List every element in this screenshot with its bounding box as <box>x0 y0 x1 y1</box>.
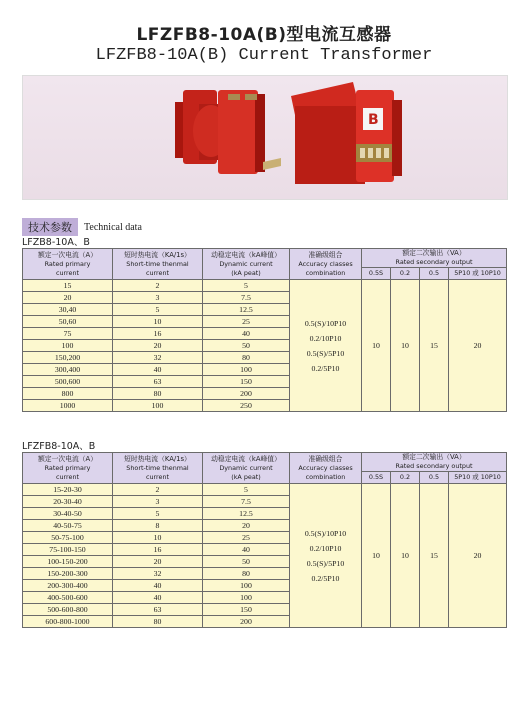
header-en: combination <box>305 472 346 481</box>
table-cell: 20 <box>23 292 113 304</box>
output-subheader: 0.5 <box>420 268 449 280</box>
table-cell: 80 <box>113 616 203 628</box>
column-header <box>203 453 290 484</box>
table-cell: 20 <box>203 520 290 532</box>
accuracy-cell <box>290 484 362 628</box>
header-en: Dynamic current <box>219 463 273 472</box>
header-en: Accuracy classes <box>298 259 353 268</box>
accuracy-class: 0.2/10P10 <box>309 333 342 343</box>
table-cell: 75-100-150 <box>23 544 113 556</box>
table-cell: 500,600 <box>23 376 113 388</box>
header-cn: 动稳定电流（kA峰值） <box>211 250 281 259</box>
table-cell: 25 <box>203 532 290 544</box>
output-value: 15 <box>420 484 449 628</box>
table-cell: 200 <box>203 388 290 400</box>
output-value: 20 <box>449 484 507 628</box>
header-en: current <box>55 472 80 481</box>
table-cell: 40 <box>113 580 203 592</box>
table-cell: 20-30-40 <box>23 496 113 508</box>
table-cell: 15-20-30 <box>23 484 113 496</box>
table-cell: 5 <box>113 508 203 520</box>
accuracy-class: 0.2/10P10 <box>309 543 342 553</box>
table-cell: 63 <box>113 376 203 388</box>
table-cell: 7.5 <box>203 496 290 508</box>
header-cn: 额定二次输出（VA） <box>402 249 466 258</box>
table-cell: 150 <box>203 604 290 616</box>
table-cell: 63 <box>113 604 203 616</box>
output-subheader: 5P10 或 10P10 <box>449 472 507 484</box>
output-subheader: 0.2 <box>391 472 420 484</box>
table-cell: 150-200-300 <box>23 568 113 580</box>
product-photo <box>22 75 508 200</box>
table-cell: 300,400 <box>23 364 113 376</box>
table-row <box>23 484 507 496</box>
output-header <box>362 249 507 268</box>
header-cn: 动稳定电流（kA峰值） <box>211 454 281 463</box>
photo-marking: B <box>368 112 379 128</box>
table-cell: 100 <box>203 580 290 592</box>
section-label-cn: 技术参数 <box>22 218 78 236</box>
table-cell: 1000 <box>23 400 113 412</box>
current-transformer-illustration <box>23 76 507 199</box>
output-value: 20 <box>449 280 507 412</box>
header-en: Rated primary <box>44 259 91 268</box>
table-cell: 200 <box>203 616 290 628</box>
output-value: 10 <box>362 484 391 628</box>
output-subheader: 0.5S <box>362 472 391 484</box>
header-en: current <box>145 472 170 481</box>
accuracy-cell <box>290 280 362 412</box>
header-en: Rated primary <box>44 463 91 472</box>
table-cell: 20 <box>113 556 203 568</box>
accuracy-class: 0.2/5P10 <box>311 573 340 583</box>
column-header <box>290 249 362 280</box>
output-value: 10 <box>391 484 420 628</box>
header-en: Short-time thenmal <box>126 463 189 472</box>
output-value: 10 <box>362 280 391 412</box>
header-en: Short-time thenmal <box>126 259 189 268</box>
table-cell: 600-800-1000 <box>23 616 113 628</box>
column-header <box>113 453 203 484</box>
header-en: current <box>55 268 80 277</box>
table-cell: 10 <box>113 316 203 328</box>
accuracy-class: 0.2/5P10 <box>311 363 340 373</box>
table-cell: 8 <box>113 520 203 532</box>
title-english: LFZFB8-10A(B) Current Transformer <box>95 46 433 65</box>
table-cell: 10 <box>113 532 203 544</box>
section-label-en: Technical data <box>84 221 142 233</box>
table-cell: 40 <box>203 544 290 556</box>
header-cn: 短时热电流（KA/1s） <box>124 250 191 259</box>
output-header <box>362 453 507 472</box>
table-cell: 100 <box>203 592 290 604</box>
table-cell: 500-600-800 <box>23 604 113 616</box>
table-cell: 25 <box>203 316 290 328</box>
table-cell: 40-50-75 <box>23 520 113 532</box>
output-subheader: 5P10 或 10P10 <box>449 268 507 280</box>
accuracy-class: 0.5(S)/10P10 <box>304 528 347 538</box>
accuracy-class: 0.5(S)/10P10 <box>304 318 347 328</box>
table-cell: 5 <box>203 484 290 496</box>
table-cell: 32 <box>113 568 203 580</box>
table-cell: 16 <box>113 544 203 556</box>
table-row <box>23 280 507 292</box>
model-label-1: LFZB8-10A、B <box>22 237 90 248</box>
table-cell: 200-300-400 <box>23 580 113 592</box>
table-cell: 250 <box>203 400 290 412</box>
table-cell: 12.5 <box>203 508 290 520</box>
table-cell: 7.5 <box>203 292 290 304</box>
table-cell: 100 <box>203 364 290 376</box>
table-cell: 50,60 <box>23 316 113 328</box>
table-cell: 20 <box>113 340 203 352</box>
header-cn: 准确级组合 <box>308 250 343 259</box>
table-cell: 80 <box>113 388 203 400</box>
accuracy-class: 0.5(S)/5P10 <box>306 558 345 568</box>
output-value: 10 <box>391 280 420 412</box>
table-cell: 12.5 <box>203 304 290 316</box>
table-cell: 3 <box>113 496 203 508</box>
table-cell: 40 <box>113 592 203 604</box>
header-en: Dynamic current <box>219 259 273 268</box>
table-cell: 400-500-600 <box>23 592 113 604</box>
header-en: (kA peat) <box>231 268 261 277</box>
header-cn: 额定一次电流（A） <box>37 454 98 463</box>
table-cell: 2 <box>113 280 203 292</box>
spec-table-1 <box>22 248 507 412</box>
header-cn: 额定一次电流（A） <box>37 250 98 259</box>
header-en: Rated secondary output <box>395 462 473 471</box>
table-cell: 5 <box>203 280 290 292</box>
table-cell: 800 <box>23 388 113 400</box>
header-en: Accuracy classes <box>298 463 353 472</box>
table-cell: 100-150-200 <box>23 556 113 568</box>
output-subheader: 0.5 <box>420 472 449 484</box>
table-cell: 5 <box>113 304 203 316</box>
table-cell: 40 <box>203 328 290 340</box>
table-cell: 150,200 <box>23 352 113 364</box>
output-subheader: 0.5S <box>362 268 391 280</box>
header-en: Rated secondary output <box>395 258 473 267</box>
title-chinese: LFZFB8-10A(B)型电流互感器 <box>136 25 392 45</box>
column-header <box>113 249 203 280</box>
table-cell: 2 <box>113 484 203 496</box>
table-cell: 100 <box>113 400 203 412</box>
table-cell: 15 <box>23 280 113 292</box>
model-label-2: LFZFB8-10A、B <box>22 441 96 452</box>
column-header <box>290 453 362 484</box>
header-en: combination <box>305 268 346 277</box>
table-cell: 100 <box>23 340 113 352</box>
table-cell: 32 <box>113 352 203 364</box>
header-en: (kA peat) <box>231 472 261 481</box>
table-cell: 50 <box>203 340 290 352</box>
column-header <box>203 249 290 280</box>
header-cn: 准确级组合 <box>308 454 343 463</box>
table-cell: 30-40-50 <box>23 508 113 520</box>
table-cell: 75 <box>23 328 113 340</box>
accuracy-class: 0.5(S)/5P10 <box>306 348 345 358</box>
table-cell: 80 <box>203 568 290 580</box>
output-value: 15 <box>420 280 449 412</box>
table-cell: 50-75-100 <box>23 532 113 544</box>
table-cell: 150 <box>203 376 290 388</box>
table-cell: 3 <box>113 292 203 304</box>
header-en: current <box>145 268 170 277</box>
table-cell: 50 <box>203 556 290 568</box>
header-cn: 短时热电流（KA/1s） <box>124 454 191 463</box>
table-cell: 16 <box>113 328 203 340</box>
output-subheader: 0.2 <box>391 268 420 280</box>
table-cell: 80 <box>203 352 290 364</box>
column-header <box>23 453 113 484</box>
header-cn: 额定二次输出（VA） <box>402 453 466 462</box>
column-header <box>23 249 113 280</box>
spec-table-2 <box>22 452 507 628</box>
table-cell: 30,40 <box>23 304 113 316</box>
table-cell: 40 <box>113 364 203 376</box>
